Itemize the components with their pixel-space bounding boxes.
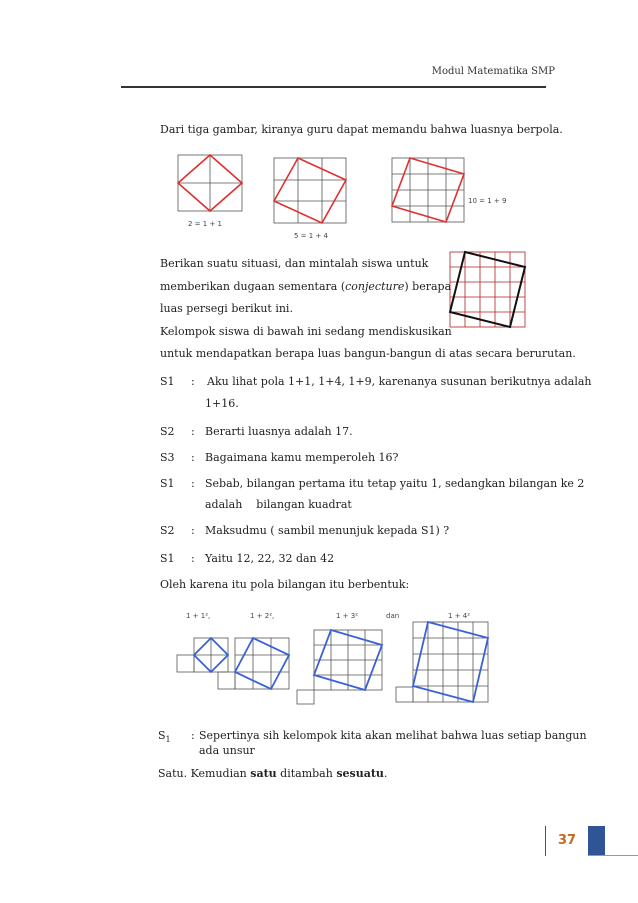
- intro-paragraph: Dari tiga gambar, kiranya guru dapat memandu bahwa luasnya berpola.: [160, 123, 563, 136]
- situation-line-1: Berikan suatu situasi, dan mintalah siswa untuk: [160, 257, 429, 270]
- footer-rule: [588, 855, 638, 856]
- black-tilted-square: [450, 252, 525, 327]
- dialog-text-4b: adalah bilangan kuadrat: [205, 498, 352, 511]
- dialog-colon-4: :: [191, 477, 195, 490]
- situation-line-3: luas persegi berikut ini.: [160, 302, 293, 315]
- dialog-speaker-2: S2: [160, 425, 175, 438]
- closing-speaker: $S_1$: [158, 729, 171, 745]
- conjecture-term: conjecture: [345, 280, 405, 293]
- fig1-square-5: [274, 158, 346, 223]
- dialog-speaker-4: S1: [160, 477, 175, 490]
- fig1-label-3: 10 = 1 + 9: [468, 197, 507, 205]
- group-line-2: untuk mendapatkan berapa luas bangun-bangun di atas secara berurutan.: [160, 347, 576, 360]
- dialog-text-2: Berarti luasnya adalah 17.: [205, 425, 353, 438]
- fig2-label-1: 1 + 1²,: [186, 612, 211, 620]
- dialog-text-6: Yaitu 12, 22, 32 dan 42: [205, 552, 335, 565]
- fig2-label-3: 1 + 3²: [336, 612, 359, 620]
- figure-red-squares: [170, 150, 510, 245]
- fig2-label-5: 1 + 4²: [448, 612, 471, 620]
- dialog-text-4a: Sebab, bilangan pertama itu tetap yaitu 1, sedangkan bilangan ke 2: [205, 477, 585, 490]
- dialog-text-1b: 1+16.: [205, 397, 239, 410]
- closing-line-3: Satu. Kemudian satu ditambah sesuatu.: [158, 767, 388, 780]
- emph-satu: satu: [250, 767, 277, 780]
- running-header: Modul Matematika SMP: [431, 66, 555, 77]
- fig1-red-tilted-5: [274, 158, 346, 223]
- dialog-speaker-6: S1: [160, 552, 175, 565]
- dialog-speaker-3: S3: [160, 451, 175, 464]
- fig1-label-2: 5 = 1 + 4: [294, 232, 328, 240]
- emph-sesuatu: sesuatu: [336, 767, 384, 780]
- fig2-grid-1: [177, 638, 228, 672]
- fig1-label-1: 2 = 1 + 1: [188, 220, 222, 228]
- situation-line-2: memberikan dugaan sementara (conjecture) berapa: [160, 280, 452, 293]
- header-rule: [121, 86, 546, 88]
- figure-blue-squares: [170, 605, 500, 705]
- fig1-square-2: [178, 155, 242, 211]
- closing-line-1: Sepertinya sih kelompok kita akan melihat bahwa luas setiap bangun: [199, 729, 587, 742]
- dialog-text-3: Bagaimana kamu memperoleh 16?: [205, 451, 399, 464]
- dialog-colon-6: :: [191, 552, 195, 565]
- figure-conjecture-square: [448, 250, 528, 330]
- fig2-blue-2: [235, 638, 289, 689]
- dialog-speaker-5: S2: [160, 524, 175, 537]
- dialog-text-1a: Aku lihat pola 1+1, 1+4, 1+9, karenanya susunan berikutnya adalah: [207, 375, 592, 388]
- dialog-colon-3: :: [191, 451, 195, 464]
- dialog-speaker-1: S1: [160, 375, 175, 388]
- group-line-1: Kelompok siswa di bawah ini sedang mendiskusikan: [160, 325, 452, 338]
- fig2-blue-4: [413, 622, 488, 702]
- fig2-label-4: dan: [386, 612, 400, 620]
- dialog-colon-1: :: [191, 375, 195, 388]
- dialog-text-5: Maksudmu ( sambil menunjuk kepada S1) ?: [205, 524, 450, 537]
- fig2-label-2: 1 + 2²,: [250, 612, 275, 620]
- closing-speaker-sub: 1: [165, 735, 171, 745]
- pattern-intro: Oleh karena itu pola bilangan itu berbentuk:: [160, 578, 410, 591]
- page-number: 37: [546, 826, 588, 856]
- dialog-colon-2: :: [191, 425, 195, 438]
- closing-colon: :: [191, 729, 195, 742]
- fig1-square-10: [392, 158, 464, 222]
- dialog-colon-5: :: [191, 524, 195, 537]
- closing-line-2: ada unsur: [199, 744, 255, 757]
